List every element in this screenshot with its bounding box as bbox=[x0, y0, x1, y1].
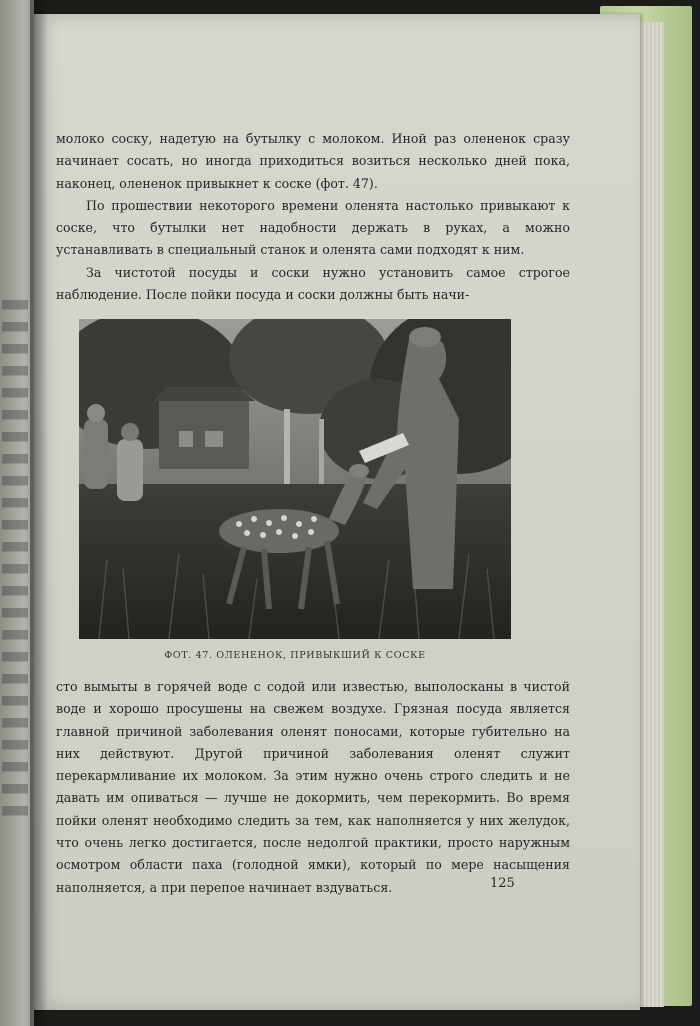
paragraph-3: За чистотой посуды и соски нужно установить самое строгое наблюдение. После пойки посуда и соски должны быть начи- bbox=[56, 264, 570, 303]
photo-47 bbox=[79, 319, 511, 639]
photo-caption: ФОТ. 47. ОЛЕНЕНОК, ПРИВЫКШИЙ К СОСКЕ bbox=[164, 650, 426, 661]
paragraph-4: сто вымыты в горячей воде с содой или известью, выполосканы в чистой воде и хорошо просушены на свежем воздухе. Грязная посуда является главной причиной заболевания оленят поносами, которые губительно на них действуют. Другой причиной заболевания оленят служит перекармливание их молоком. За этим нужно очень строго следить и не давать им опиваться — лучше не докормить, чем перекормить. Во время пойки оленят необходимо следить за тем, как наполняется у них желудок, что очень легко достигается, после недолгой практики, просто наружным осмотром области паха (голодной ямки), который по мере насыщения наполняется, а при перепое начинает вздуваться. bbox=[56, 679, 570, 895]
paragraph-1: молоко соску, надетую на бутылку с молоком. Иной раз олененок сразу начинает сосать, но иногда приходиться возиться несколько дней пока, наконец, олененок привыкнет к соске (фот. 47). bbox=[56, 131, 570, 191]
photo-man-feeding-fawn-icon bbox=[79, 319, 511, 639]
bottom-text-block bbox=[56, 676, 570, 899]
book-page bbox=[34, 14, 640, 1010]
paragraph-2: По прошествии некоторого времени оленята настолько привыкают к соске, что бутылки нет надобности держать в руках, а можно устанавливать в специальный станок и оленята сами подходят к ним. bbox=[56, 197, 570, 258]
page-number: 125 bbox=[490, 876, 515, 891]
facing-page-sliver bbox=[0, 0, 34, 1026]
spine-shadow bbox=[30, 0, 48, 1026]
facing-page-text-fragment bbox=[2, 300, 28, 820]
top-text-block bbox=[56, 128, 570, 306]
